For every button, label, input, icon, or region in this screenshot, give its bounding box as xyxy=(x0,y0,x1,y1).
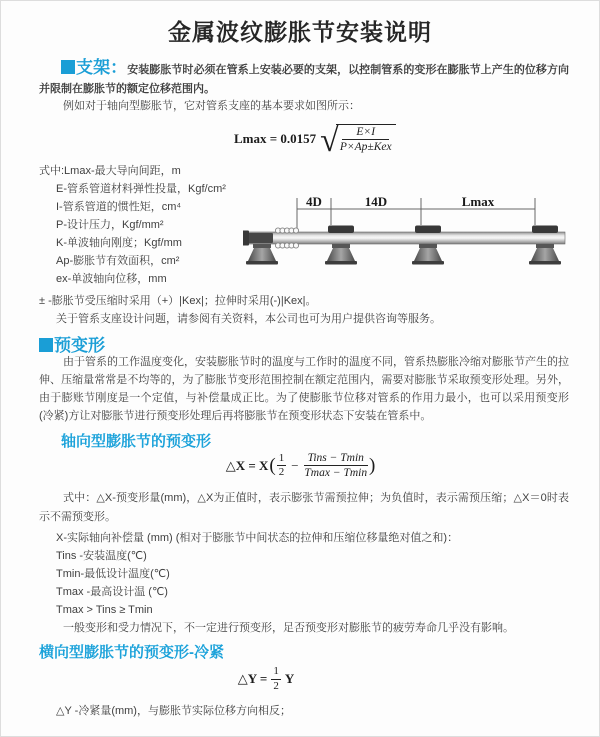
plus-minus-note: ± -膨胀节受压缩时采用（+）|Kex|；拉伸时采用(-)|Kex|。 xyxy=(39,295,317,307)
axial-subsection-heading: 轴向型膨胀节的预变形 xyxy=(61,433,212,450)
guide-support xyxy=(325,226,357,265)
axial-variable-item: Tmax > Tins ≥ Tmin xyxy=(56,604,153,616)
axial-variable-item: Tmin-最低设计温度(℃) xyxy=(56,568,170,580)
temp-numerator: Tins − Tmin xyxy=(304,451,368,466)
lmax-formula xyxy=(234,122,396,159)
dim-label-lmax: Lmax xyxy=(461,194,495,209)
legend-item: K-单波轴向刚度；Kgf/mm xyxy=(56,237,182,249)
axial-formula-explanation: 式中：△X-预变形量(mm)，△X为正值时，表示膨张节需预拉伸；为负值时，表示需预压缩；△X＝0时表示不需预变形。 xyxy=(39,492,569,523)
half-fraction xyxy=(277,452,287,481)
support-intro-text: 安装膨胀节时必须在管系上安装必要的支架，以控制管系的变形在膨胀节上产生的位移方向并限制在膨胀节的额定位移范围内。 xyxy=(39,64,569,95)
legend-item: E-管系管道材料弹性投量，Kgf/cm² xyxy=(56,183,226,195)
axial-variable-list xyxy=(39,529,569,637)
legend-item: Ap-膨胀节有效面积，cm² xyxy=(56,255,180,267)
guide-support xyxy=(412,226,444,265)
guide-support xyxy=(529,226,561,265)
half-denominator: 2 xyxy=(278,466,285,479)
half-numerator: 1 xyxy=(271,665,281,680)
legend-intro: 式中:Lmax-最大导向间距，m xyxy=(39,165,181,177)
dim-label-4d: 4D xyxy=(306,194,322,209)
lmax-formula-fraction xyxy=(336,124,396,154)
lateral-predeform-formula xyxy=(1,665,531,694)
support-section-heading: 支架： xyxy=(61,58,127,77)
page-title: 金属波纹膨胀节安装说明 xyxy=(168,19,432,45)
axial-variable-item: X-实际轴向补偿量 (mm) (相对于膨胀节中间状态的拉伸和压缩位移量绝对值之和)： xyxy=(56,532,459,544)
axial-predeform-formula xyxy=(1,451,600,481)
lmax-denominator: P×Ap±Kex xyxy=(339,141,392,153)
dim-label-14d: 14D xyxy=(364,194,388,209)
support-example-line: 例如对于轴向型膨胀节，它对管系支座的基本要求如图所示： xyxy=(63,100,360,112)
lateral-subsection-heading: 横向型膨胀节的预变形-冷紧 xyxy=(39,644,224,661)
support-intro-paragraph xyxy=(39,58,569,99)
legend-item: P-设计压力，Kgf/mm² xyxy=(56,219,164,231)
lateral-note: △Y -冷紧量(mm)，与膨胀节实际位移方向相反； xyxy=(56,705,291,717)
temp-denominator: Tmax − Tmin xyxy=(304,467,368,480)
section-marker-icon xyxy=(39,338,53,352)
support-closing-note: 关于管系支座设计问题，请参阅有关资料，本公司也可为用户提供咨询等服务。 xyxy=(56,313,441,325)
lmax-numerator: E×I xyxy=(342,125,389,140)
pipe xyxy=(245,232,565,244)
radical-sign: √ xyxy=(320,122,339,159)
lateral-formula-lhs: △Y = xyxy=(237,671,268,687)
lmax-formula-lhs: Lmax = 0.0157 xyxy=(234,131,317,146)
axial-variable-item: Tins -安装温度(℃) xyxy=(56,550,147,562)
half-fraction xyxy=(271,665,281,694)
predeform-section-heading: 预变形 xyxy=(39,331,105,356)
minus-sign: − xyxy=(291,457,299,473)
temperature-fraction xyxy=(304,451,368,481)
half-denominator: 2 xyxy=(273,679,279,692)
legend-item: ex-单波轴向位移，mm xyxy=(56,273,167,285)
axial-general-note: 一般变形和受力情况下，不一定进行预变形，足否预变形对膨胀节的疲劳寿命几乎没有影响。 xyxy=(63,622,514,634)
axial-variable-item: Tmax -最高设计温 (℃) xyxy=(56,586,168,598)
anchor-support xyxy=(243,231,278,265)
axial-formula-lhs: △X = X xyxy=(225,457,269,473)
half-numerator: 1 xyxy=(277,452,287,467)
legend-item: I-管系管道的惯性矩，cm⁴ xyxy=(56,201,182,213)
section-marker-icon xyxy=(61,60,75,74)
close-paren: ) xyxy=(368,454,376,476)
pipe-support-diagram xyxy=(243,192,595,274)
lateral-formula-rhs: Y xyxy=(284,671,295,687)
predeform-paragraph: 由于管系的工作温度变化，安装膨胀节时的温度与工作时的温度不同，管系热膨胀冷缩对膨胀节产生的拉伸、压缩量常常是不均等的，为了膨胀节变形范围控制在额定范围内，需要对膨胀节采取预变形处理。另外，由于膨账节刚度是一个定值，与补偿量成正比。为了使膨胀节位移对管系的作用力最小，也可以采用预变形(冷紧)方让对膨胀节进行预变形处理后再将膨胀节在预变形状态下安装在管系中。 xyxy=(39,356,569,422)
open-paren: ( xyxy=(269,454,276,476)
